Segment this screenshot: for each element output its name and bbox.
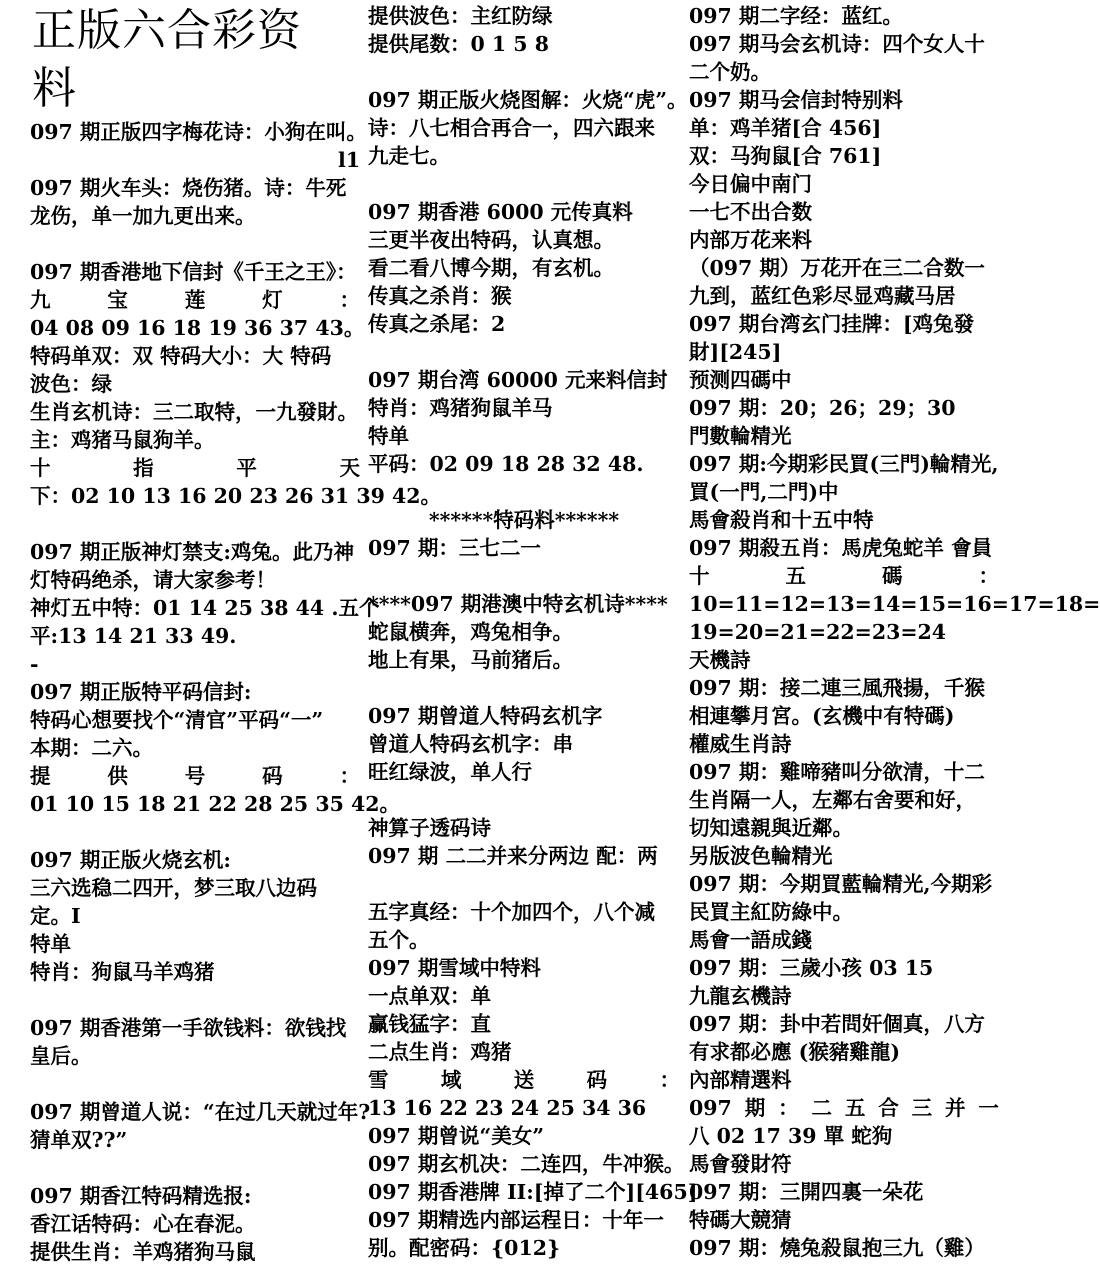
text-line: 猜单双??” xyxy=(30,1128,128,1152)
text-line: 097 期正版四字梅花诗：小狗在叫。 xyxy=(30,120,367,144)
spread-char: 合 xyxy=(878,1096,899,1120)
spread-char: 提 xyxy=(30,764,51,788)
text-line: 平码：02 09 18 28 32 48. xyxy=(368,452,644,476)
text-line: 生肖玄机诗：三二取特，一九發財。 xyxy=(30,400,358,424)
text-line: 特肖：狗鼠马羊鸡猪 xyxy=(30,960,215,984)
text-line: 九走七。 xyxy=(368,144,450,168)
text-line: （097 期）万花开在三二合数一 xyxy=(689,256,985,280)
spread-char: 097 xyxy=(689,1096,732,1120)
text-line: 九到，蓝红色彩尽显鸡藏马居 xyxy=(689,284,956,308)
text-line: 波色：绿 xyxy=(30,372,112,396)
spread-char: 号 xyxy=(184,764,206,788)
text-line: 097 期二字经：蓝红。 xyxy=(689,4,903,28)
spread-char: 二 xyxy=(811,1096,832,1120)
text-line: 下：02 10 13 16 20 23 26 31 39 42。 xyxy=(30,484,442,508)
spread-char: 雪 xyxy=(368,1068,389,1092)
text-line: 二点生肖：鸡猪 xyxy=(368,1040,512,1064)
text-line: 内部万花来料 xyxy=(689,228,812,252)
spread-line xyxy=(689,1094,999,1122)
text-line: 特肖：鸡猪狗鼠羊马 xyxy=(368,396,553,420)
text-line: 别。配密码：{012} xyxy=(368,1236,561,1260)
text-line: 097 期曾说“美女” xyxy=(368,1124,545,1148)
spread-char: 五 xyxy=(844,1096,866,1120)
text-line: 主：鸡猪马鼠狗羊。 xyxy=(30,428,215,452)
text-line: 二个奶。 xyxy=(689,60,771,84)
text-line: 三更半夜出特码，认真想。 xyxy=(368,228,614,252)
spread-char: 灯 xyxy=(262,288,283,312)
spread-char: ： xyxy=(778,1096,799,1120)
text-line: 馬會發財符 xyxy=(689,1152,792,1176)
spread-char: 一 xyxy=(978,1096,999,1120)
text-line: 19=20=21=22=23=24 xyxy=(689,620,947,644)
text-line: 097 期香江特码精选报: xyxy=(30,1184,252,1208)
text-line: ****097 期港澳中特玄机诗**** xyxy=(368,592,668,616)
text-line: 097 期正版火烧玄机: xyxy=(30,848,231,872)
text-line: 平:13 14 21 33 49. xyxy=(30,624,237,648)
text-line: 097 期马会信封特别料 xyxy=(689,88,903,112)
spread-line xyxy=(368,1066,680,1094)
text-line: 097 期香港第一手欲钱料：欲钱找 xyxy=(30,1016,347,1040)
text-line: 097 期：雞啼豬叫分欲清，十二 xyxy=(689,760,985,784)
text-line: 門數輪精光 xyxy=(689,424,792,448)
text-line: 八 02 17 39 單 蛇狗 xyxy=(689,1124,893,1148)
text-line: 01 10 15 18 21 22 28 25 35 42。 xyxy=(30,792,401,816)
text-line: - xyxy=(30,652,39,676)
text-line: 诗：八七相合再合一，四六跟来 xyxy=(368,116,655,140)
spread-char: 宝 xyxy=(107,288,128,312)
text-line: 097 期台湾玄门挂牌：[鸡兔發 xyxy=(689,312,975,336)
spread-char: 供 xyxy=(107,764,128,788)
text-line: 097 期殺五肖：馬虎兔蛇羊 會員 xyxy=(689,536,993,560)
text-line: 097 期正版火烧图解：火烧“虎”。 xyxy=(368,88,688,112)
spread-char: 期 xyxy=(744,1096,766,1120)
text-line: 097 期曾道人特码玄机字 xyxy=(368,704,603,728)
text-line: 權威生肖詩 xyxy=(689,732,792,756)
text-line: 097 期：燒兔殺鼠抱三九（雞） xyxy=(689,1236,985,1260)
text-line: 看二看八博今期，有玄机。 xyxy=(368,256,614,280)
spread-char: 十 xyxy=(689,564,710,588)
text-line: 097 期香港牌 II:[掉了二个][465] xyxy=(368,1180,698,1204)
spread-char: 碼 xyxy=(882,564,903,588)
section-heading: ******特码料****** xyxy=(428,508,620,532)
text-line: 097 期：三歲小孩 03 15 xyxy=(689,956,934,980)
text-line: 民買主紅防綠中。 xyxy=(689,900,853,924)
text-line: 提供波色：主红防绿 xyxy=(368,4,553,28)
text-line: 天機詩 xyxy=(689,648,751,672)
text-line: 传真之杀肖：猴 xyxy=(368,284,512,308)
text-line: 097 期正版神灯禁支:鸡兔。此乃神 xyxy=(30,540,354,564)
text-line: 香江话特码：心在春泥。 xyxy=(30,1212,256,1236)
text-line: 內部精選料 xyxy=(689,1068,792,1092)
text-line: 曾道人特码玄机字：串 xyxy=(368,732,573,756)
text-line: 特单 xyxy=(30,932,71,956)
text-line: 提供尾数：0 1 5 8 xyxy=(368,32,549,56)
text-line: 一点单双：单 xyxy=(368,984,491,1008)
text-line: 神灯五中特：01 14 25 38 44 .五个 xyxy=(30,596,380,620)
text-line: 097 期：今期買藍輪精光,今期彩 xyxy=(689,872,993,896)
spread-line xyxy=(30,762,360,790)
text-line: 097 期马会玄机诗：四个女人十 xyxy=(689,32,985,56)
text-line: 特单 xyxy=(368,424,409,448)
text-line: 传真之杀尾：2 xyxy=(368,312,506,336)
column-middle xyxy=(368,2,698,1270)
spread-char: 送 xyxy=(513,1068,535,1092)
text-line: 有求都必應 (猴豬雞龍) xyxy=(689,1040,901,1064)
text-line: 10=11=12=13=14=15=16=17=18= xyxy=(689,592,1100,616)
text-line: 097 期:今期彩民買(三門)輪精光, xyxy=(689,452,999,476)
text-line: 097 期香港地下信封《千王之王》： xyxy=(30,260,357,284)
text-line: 预测四碼中 xyxy=(689,368,792,392)
text-line: 地上有果，马前猪后。 xyxy=(368,648,573,672)
text-line: 一七不出合数 xyxy=(689,200,812,224)
spread-char: 十 xyxy=(30,456,51,480)
text-line: 097 期精选内部运程日：十年一 xyxy=(368,1208,664,1232)
spread-char: ： xyxy=(339,288,360,312)
text-line: 097 期：20；26；29；30 xyxy=(689,396,956,420)
text-line: 097 期香港 6000 元传真料 xyxy=(368,200,633,224)
spread-char: 并 xyxy=(945,1096,966,1120)
text-line: 龙伤，单一加九更出来。 xyxy=(30,204,256,228)
text-line: 097 期玄机决：二连四，牛冲猴。 xyxy=(368,1152,685,1176)
text-line: 13 16 22 23 24 25 34 36 xyxy=(368,1096,647,1120)
text-line: 灯特码绝杀，请大家参考！ xyxy=(30,568,276,592)
text-line: 切知遠親與近鄰。 xyxy=(689,816,853,840)
text-line: 皇后。 xyxy=(30,1044,92,1068)
text-line: 本期：二六。 xyxy=(30,736,153,760)
text-line: 相連攀月宮。(玄機中有特碼) xyxy=(689,704,955,728)
text-line: 单：鸡羊猪[合 456] xyxy=(689,116,882,140)
text-line: 生肖隔一人，左鄰右舍要和好， xyxy=(689,788,976,812)
text-line: 買(一門,二門)中 xyxy=(689,480,839,504)
spread-char: ： xyxy=(978,564,999,588)
spread-char: 天 xyxy=(339,456,360,480)
page-title-line1: 正版六合彩资 xyxy=(32,5,302,56)
text-line: 定。I xyxy=(30,904,81,928)
page-title-line2: 料 xyxy=(32,63,77,114)
text-line: 097 期：卦中若問奸個真，八方 xyxy=(689,1012,985,1036)
text-line: 蛇鼠横奔，鸡兔相争。 xyxy=(368,620,573,644)
text-line: 097 期 二二并来分两边 配：两 xyxy=(368,844,658,868)
text-line: 097 期：接二連三風飛揚，千猴 xyxy=(689,676,985,700)
text-line: 097 期曾道人说：“在过几天就过年? xyxy=(30,1100,371,1124)
text-line: 九龍玄機詩 xyxy=(689,984,792,1008)
spread-char: 五 xyxy=(785,564,806,588)
text-line: 097 期雪域中特料 xyxy=(368,956,541,980)
column-right xyxy=(689,2,1100,1270)
text-line: 旺红绿波，单人行 xyxy=(368,760,532,784)
text-line: 097 期正版特平码信封: xyxy=(30,680,252,704)
text-line: 神算子透码诗 xyxy=(368,816,491,840)
spread-char: 码 xyxy=(262,764,283,788)
text-line: 另版波色輪精光 xyxy=(689,844,833,868)
spread-char: 平 xyxy=(236,456,257,480)
spread-line xyxy=(30,454,360,482)
text-line: 特码单双：双 特码大小：大 特码 xyxy=(30,344,332,368)
spread-line xyxy=(689,562,999,590)
spread-char: 九 xyxy=(30,288,51,312)
text-line: 財][245] xyxy=(689,340,782,364)
text-line: 04 08 09 16 18 19 36 37 43。 xyxy=(30,316,365,340)
spread-char: 码 xyxy=(586,1068,608,1092)
text-line: 三六选稳二四开，梦三取八边码 xyxy=(30,876,317,900)
spread-char: 莲 xyxy=(184,288,206,312)
text-line: 097 期火车头：烧伤猪。诗：牛死 xyxy=(30,176,347,200)
text-line: 五字真经：十个加四个，八个减 xyxy=(368,900,655,924)
text-line: 双：马狗鼠[合 761] xyxy=(689,144,882,168)
spread-char: ： xyxy=(339,764,360,788)
spread-char: ： xyxy=(659,1068,680,1092)
text-line: 赢钱猛字：直 xyxy=(368,1012,491,1036)
text-line: 097 期：三七二一 xyxy=(368,536,541,560)
spread-char: 三 xyxy=(911,1096,933,1120)
text-line: 今日偏中南门 xyxy=(689,172,812,196)
spread-line xyxy=(30,286,360,314)
text-line: 097 期：三開四裏一朵花 xyxy=(689,1180,924,1204)
text-line: 五个。 xyxy=(368,928,430,952)
text-line: 提供生肖：羊鸡猪狗马鼠 xyxy=(30,1240,256,1264)
text-line: 097 期台湾 60000 元来料信封 xyxy=(368,368,668,392)
text-line: 馬會一語成錢 xyxy=(689,928,812,952)
text-line: 特码心想要找个“清官”平码“一” xyxy=(30,708,324,732)
text-line: 馬會殺肖和十五中特 xyxy=(689,508,874,532)
spread-char: 域 xyxy=(440,1068,462,1092)
spread-char: 指 xyxy=(133,456,154,480)
text-line: 特碼大競猜 xyxy=(689,1208,792,1232)
text-line: l1 xyxy=(337,148,360,172)
